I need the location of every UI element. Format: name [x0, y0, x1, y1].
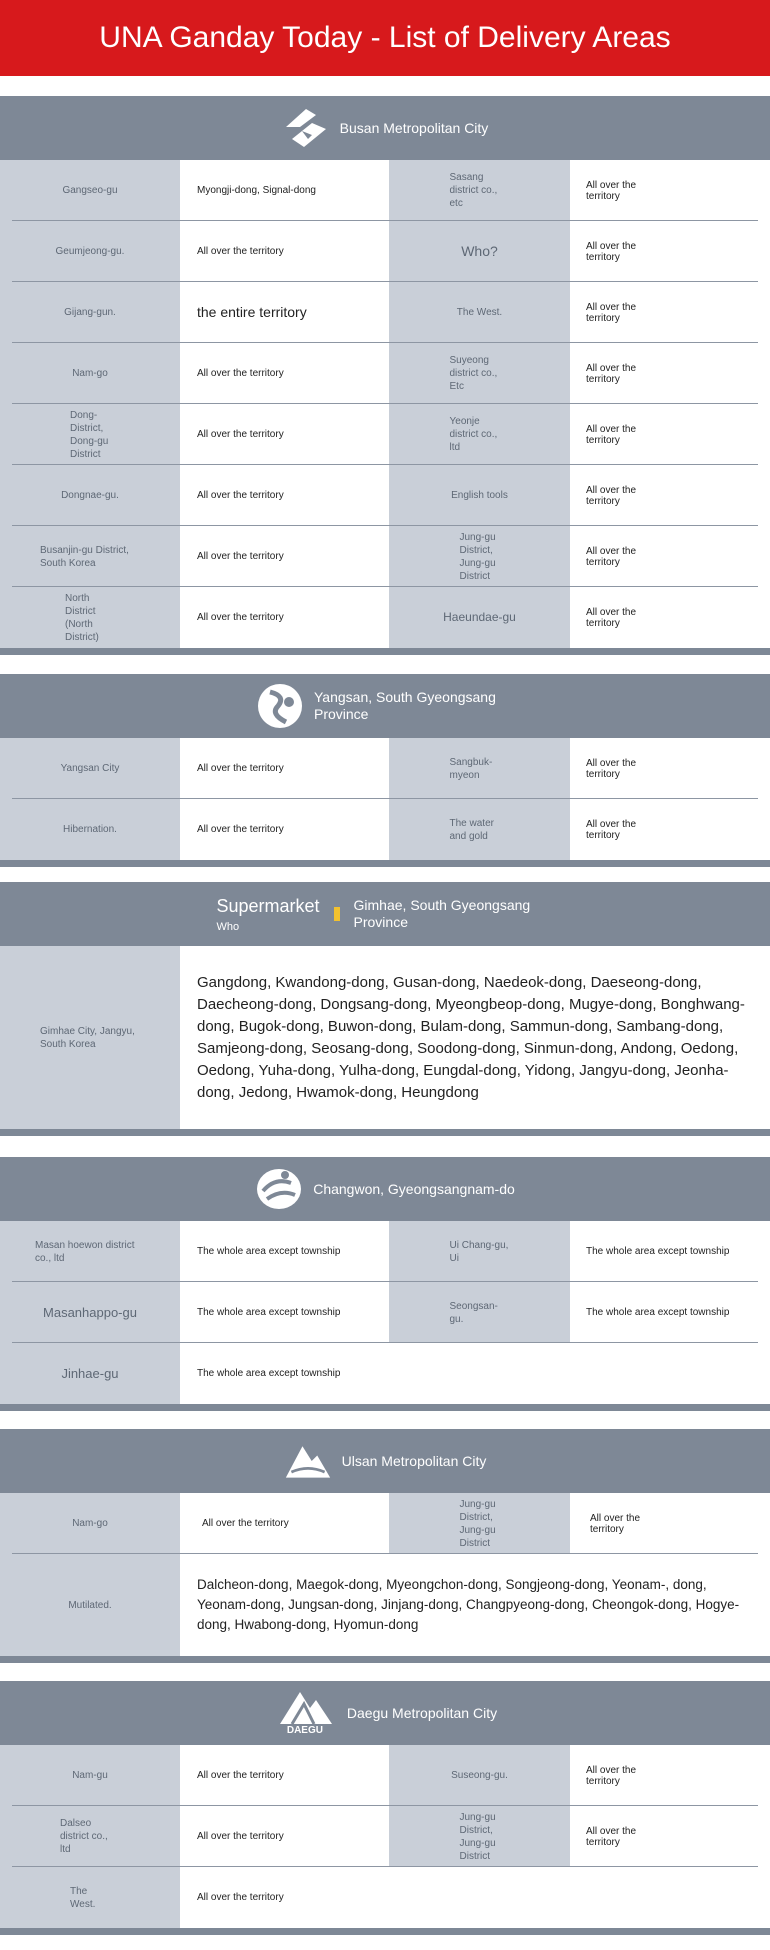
- district-label: The West.: [70, 1885, 96, 1910]
- section-gimhae: [0, 882, 770, 1136]
- section-changwon: [0, 1157, 770, 1411]
- district-label: Sangbuk-myeon: [449, 756, 493, 781]
- district-coverage: All over the territory: [197, 246, 284, 257]
- section-title: Gimhae, South Gyeongsang Province: [353, 897, 531, 930]
- district-label: Dong-District, Dong-gu District: [70, 409, 109, 460]
- district-coverage: All over the territory: [197, 490, 284, 501]
- district-label: Jung-gu District, Jung-gu District: [459, 531, 496, 582]
- district-coverage: All over the territory: [586, 484, 637, 507]
- district-label: Seongsan-gu.: [449, 1300, 498, 1325]
- table-row: [0, 1343, 770, 1404]
- district-coverage: All over the territory: [197, 1892, 284, 1903]
- gimhae-logo-subtext: Who: [216, 920, 240, 933]
- district-coverage: All over the territory: [197, 429, 284, 440]
- district-label: Nam-go: [72, 1518, 108, 1529]
- district-coverage: All over the territory: [202, 1518, 289, 1529]
- section-busan: [0, 96, 770, 655]
- district-label: English tools: [451, 490, 508, 501]
- district-label: Dongnae-gu.: [61, 490, 119, 501]
- district-coverage: All over the territory: [197, 824, 284, 835]
- district-label: The West.: [456, 307, 503, 318]
- district-coverage: All over the territory: [197, 763, 284, 774]
- district-coverage: The whole area except township: [586, 1307, 730, 1318]
- district-coverage: Dalcheon-dong, Maegok-dong, Myeongchon-dong, Songjeong-dong, Yeonam-, dong, Yeonam-dong, Jungsan-dong, Jinjang-dong, Changpyeong-dong, Cheongok-dong, Hogye-dong, Hwabong-dong, Hyomun-dong: [197, 1577, 740, 1632]
- district-table: [0, 946, 770, 1129]
- section-title: Ulsan Metropolitan City: [341, 1452, 487, 1469]
- district-table: [0, 1745, 770, 1928]
- district-label: Dalseo district co., ltd: [60, 1818, 108, 1855]
- district-coverage: All over the territory: [586, 606, 637, 629]
- district-coverage: All over the territory: [197, 1770, 284, 1781]
- district-coverage: All over the territory: [590, 1512, 641, 1535]
- section-header: [0, 1429, 770, 1493]
- district-label: Gangseo-gu: [62, 185, 118, 196]
- district-coverage: All over the territory: [586, 757, 637, 780]
- district-label: Haeundae-gu: [443, 610, 516, 624]
- yangsan-logo-icon: [256, 682, 304, 730]
- district-coverage: the entire territory: [197, 304, 307, 320]
- table-row: [0, 221, 770, 282]
- district-label: Gimhae City, Jangyu, South Korea: [40, 1025, 135, 1050]
- section-title: Yangsan, South Gyeongsang Province: [314, 689, 496, 722]
- district-table: [0, 160, 770, 648]
- district-label: Gijang-gun.: [64, 307, 116, 318]
- district-coverage: All over the territory: [586, 1825, 637, 1848]
- section-title: Busan Metropolitan City: [339, 119, 489, 136]
- district-coverage: The whole area except township: [586, 1246, 730, 1257]
- district-coverage: All over the territory: [586, 1764, 637, 1787]
- district-label: Who?: [461, 243, 498, 259]
- table-row: [0, 1554, 770, 1656]
- changwon-logo-icon: [255, 1165, 303, 1213]
- table-row: [0, 343, 770, 404]
- section-header: [0, 96, 770, 160]
- district-coverage: Myongji-dong, Signal-dong: [197, 185, 316, 196]
- gimhae-logo-text: Supermarket: [216, 895, 320, 916]
- table-row: [0, 404, 770, 465]
- candle-icon: [334, 907, 340, 921]
- section-ulsan: [0, 1429, 770, 1663]
- district-label: Geumjeong-gu.: [55, 246, 125, 257]
- district-coverage: All over the territory: [197, 612, 284, 623]
- district-coverage: All over the territory: [586, 818, 637, 841]
- table-row: [0, 946, 770, 1129]
- district-label: Nam-gu: [72, 1770, 108, 1781]
- district-label: Nam-go: [72, 368, 108, 379]
- district-label: Suyeong district co., Etc: [449, 355, 498, 392]
- daegu-logo-icon: [276, 1690, 334, 1726]
- district-label: Masanhappo-gu: [43, 1305, 137, 1320]
- district-coverage: All over the territory: [197, 368, 284, 379]
- table-row: [0, 1806, 770, 1867]
- district-coverage: All over the territory: [586, 423, 637, 446]
- table-row: [0, 282, 770, 343]
- district-label: Hibernation.: [63, 824, 117, 835]
- district-label: North District (North District): [65, 592, 99, 643]
- page-banner: [0, 0, 770, 76]
- section-title: Changwon, Gyeongsangnam-do: [313, 1180, 515, 1197]
- district-label: Jinhae-gu: [61, 1366, 119, 1381]
- district-coverage: All over the territory: [197, 551, 284, 562]
- table-row: [0, 526, 770, 587]
- district-label: Masan hoewon district co., ltd: [35, 1239, 135, 1264]
- district-coverage: Gangdong, Kwandong-dong, Gusan-dong, Naedeok-dong, Daeseong-dong, Daecheong-dong, Dongsang-dong, Myeongbeop-dong, Mugye-dong, Bonghwang-dong, Bugok-dong, Buwon-dong, Bulam-dong, Sammun-dong, Sambang-dong, Samjeong-dong, Seosang-dong, Soodong-dong, Sinmun-dong, Andong, Oedong, Oedong, Yuha-dong, Yulha-dong, Eungdal-dong, Yidong, Jangyu-dong, Jeonha-dong, Jedong, Hwamok-dong, Heungdong: [197, 973, 745, 1101]
- district-coverage: All over the territory: [586, 179, 637, 202]
- daegu-logo-text: DAEGU: [286, 1725, 323, 1736]
- section-header: [0, 1681, 770, 1745]
- district-label: Jung-gu District, Jung-gu District: [459, 1811, 496, 1862]
- district-label: Busanjin-gu District, South Korea: [40, 544, 129, 569]
- district-coverage: The whole area except township: [197, 1246, 341, 1257]
- district-coverage: All over the territory: [586, 362, 637, 385]
- district-label: Yangsan City: [60, 763, 120, 774]
- district-coverage: All over the territory: [586, 301, 637, 324]
- district-label: Jung-gu District, Jung-gu District: [459, 1498, 496, 1549]
- district-table: [0, 1493, 770, 1656]
- table-row: [0, 1745, 770, 1806]
- district-coverage: All over the territory: [586, 545, 637, 568]
- district-table: [0, 738, 770, 860]
- table-row: [0, 1221, 770, 1282]
- district-table: [0, 1221, 770, 1404]
- district-coverage: The whole area except township: [197, 1368, 341, 1379]
- table-row: [0, 1867, 770, 1928]
- district-label: Suseong-gu.: [451, 1770, 508, 1781]
- section-header: [0, 1157, 770, 1221]
- district-label: Sasang district co., etc: [449, 172, 498, 209]
- gimhae-logo: [216, 896, 319, 933]
- table-row: [0, 465, 770, 526]
- page-title: UNA Ganday Today - List of Delivery Areas: [99, 21, 671, 54]
- daegu-logo: [273, 1689, 337, 1737]
- district-label: Yeonje district co., ltd: [449, 416, 498, 453]
- district-coverage: The whole area except township: [197, 1307, 341, 1318]
- section-title: Daegu Metropolitan City: [346, 1704, 498, 1721]
- section-header: [0, 674, 770, 738]
- section-header: [0, 882, 770, 946]
- ulsan-logo-icon: [284, 1437, 332, 1485]
- section-yangsan: [0, 674, 770, 867]
- district-coverage: All over the territory: [197, 1831, 284, 1842]
- table-row: [0, 799, 770, 860]
- section-daegu: [0, 1681, 770, 1935]
- busan-logo-icon: [282, 104, 330, 152]
- district-label: The water and gold: [449, 817, 494, 842]
- table-row: [0, 1282, 770, 1343]
- district-coverage: All over the territory: [586, 240, 637, 263]
- table-row: [0, 160, 770, 221]
- table-row: [0, 1493, 770, 1554]
- district-label: Mutilated.: [68, 1599, 112, 1611]
- district-label: Ui Chang-gu, Ui: [449, 1239, 509, 1264]
- table-row: [0, 738, 770, 799]
- table-row: [0, 587, 770, 648]
